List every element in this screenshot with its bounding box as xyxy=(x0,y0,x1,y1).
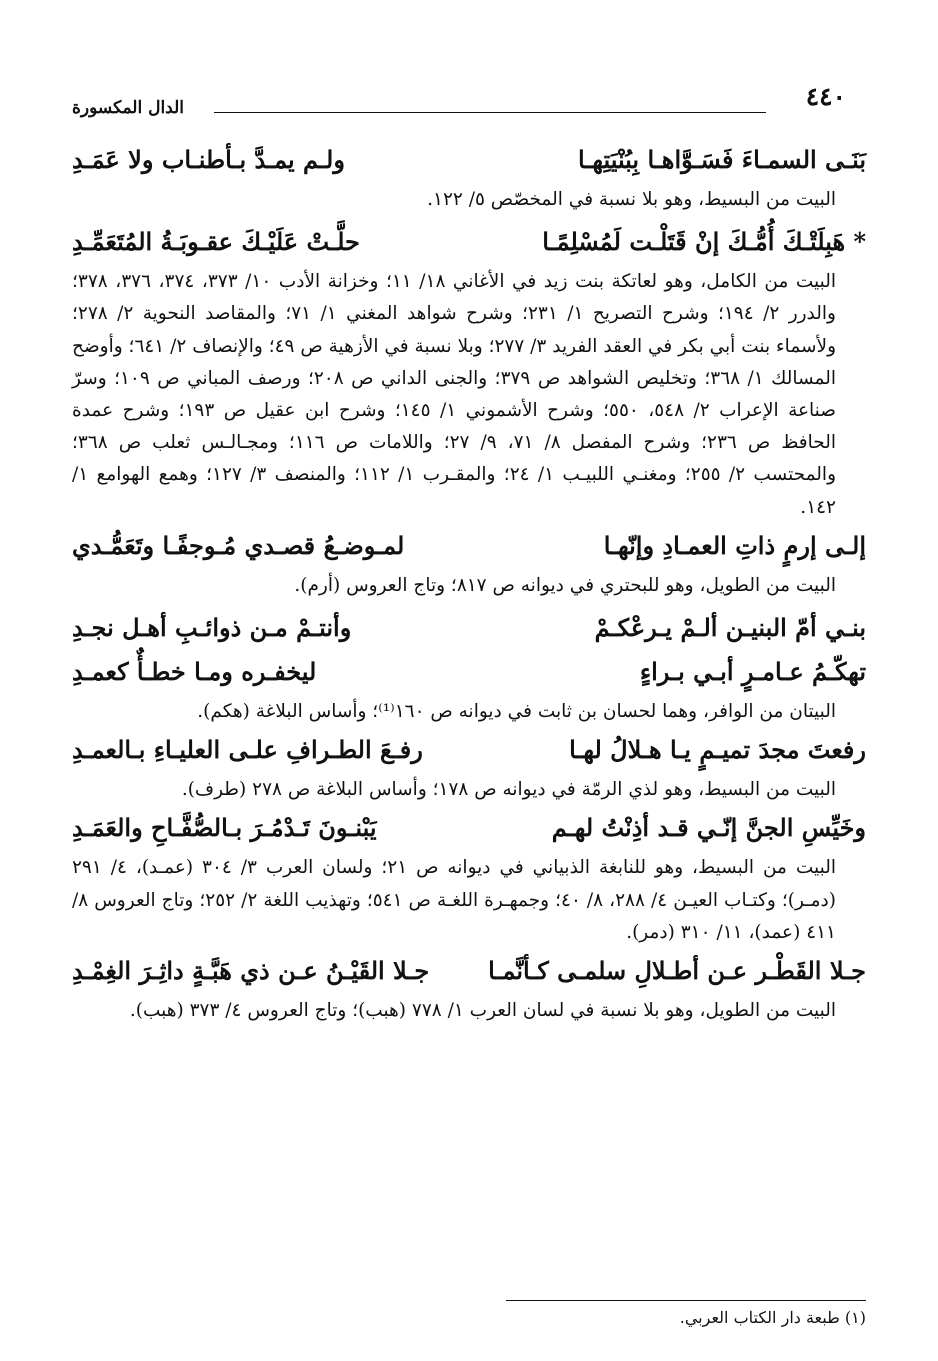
running-title: الدال المكسورة xyxy=(72,98,185,118)
verse-line xyxy=(72,808,866,852)
verse-first-hemistich: تهكّـمُ عـامـرٍ أبـي بـراءٍ xyxy=(639,657,866,687)
header-rule xyxy=(214,112,766,113)
verse-first-hemistich: إلـى إرمٍ ذاتِ العمـادِ وإنّهـا xyxy=(603,530,866,560)
verse-note: البيت من الكامل، وهو لعاتكة بنت زيد في الأغاني ١٨/ ١١؛ وخزانة الأدب ١٠/ ٣٧٣، ٣٧٤، ٣٧٦، ٣٧٨؛ والدرر ٢/ ١٩٤؛ وشرح التصريح ١/ ٢٣١؛ وشرح شواهد المغني ١/ ٧١؛ والمقاصد النحوية ٢/ ٢٧٨؛ ولأسماء بنت أبي بكر في العقد الفريد ٣/ ٢٧٧؛ وبلا نسبة في الأزهية ص ٤٩؛ والإنصاف ٢/ ٦٤١؛ وأوضح المسالك ١/ ٣٦٨؛ وتخليص الشواهد ص ٣٧٩؛ والجنى الداني ص ٢٠٨؛ ورصف المباني ص ١٠٩؛ وسرّ صناعة الإعراب ٢/ ٥٤٨، ٥٥٠؛ وشرح الأشموني ١/ ١٤٥؛ وشرح ابن عقيل ص ١٩٣؛ وشرح عمدة الحافظ ص ٢٣٦؛ وشرح المفصل ٨/ ٧١، ٩/ ٢٧؛ واللامات ص ١١٦؛ ومجـالـس ثعلب ص ٣٦٨؛ والمحتسب ٢/ ٢٥٥؛ ومغنـي اللبيـب ١/ ٢٤؛ والمقـرب ١/ ١١٢؛ والمنصف ٣/ ١٢٧؛ وهمع الهوامع ١/ ١٤٢. xyxy=(72,271,836,518)
verse-line xyxy=(72,608,866,652)
verse-note: البيت من البسيط، وهو لذي الرمّة في ديوانه ص ١٧٨؛ وأساس البلاغة ص ٢٧٨ (طرف). xyxy=(181,779,836,801)
verse-second-hemistich: رفـعَ الطـرافِ علـى العليـاءِ بـالعمـدِ xyxy=(72,735,423,765)
verse-line xyxy=(72,730,866,774)
verse-second-hemistich: لمـوضـعُ قصـدي مُـوجفًـا وتَعَمُّـدي xyxy=(72,530,405,560)
verse-note: البيت من الطويل، وهو للبحتري في ديوانه ص ٨١٧؛ وتاج العروس (أرم). xyxy=(294,574,836,596)
verse-first-hemistich: * هَبِلَتْـكَ أُمُّـكَ إنْ قَتَلْـت لَمُسْلِمًـا xyxy=(542,227,866,257)
verse-first-hemistich: وخَيِّسِ الجنَّ إنّـي قـد أذِنْتُ لهـم xyxy=(551,813,866,843)
verse-first-hemistich: بنـي أمّ البنيـن ألـمْ يـرعْكـمْ xyxy=(594,613,866,643)
verse-line xyxy=(72,222,866,266)
verse-first-hemistich: جـلا القَطْـر عـن أطـلالِ سلمـى كـأنَّمـا xyxy=(488,956,866,986)
page-number: ٤٤٠ xyxy=(805,82,846,111)
verse-line xyxy=(72,526,866,570)
verse-second-hemistich: حلَّـتْ عَلَيْـكَ عقـوبَـةُ المُتَعَمِّـدِ xyxy=(72,227,360,257)
footnote-rule xyxy=(506,1300,866,1301)
verse-line xyxy=(72,140,866,184)
verse-note: البيت من الطويل، وهو بلا نسبة في لسان العرب ١/ ٧٧٨ (هبب)؛ وتاج العروس ٤/ ٣٧٣ (هبب). xyxy=(129,1000,836,1022)
verse-line xyxy=(72,951,866,995)
verse-second-hemistich: ليخفـره ومـا خطـأٌ كعمـدِ xyxy=(72,657,317,687)
page-body xyxy=(72,140,866,1029)
verse-second-hemistich: يَبْنـونَ تَـدْمُـرَ بـالصُّفَّـاحِ والعَمَـدِ xyxy=(72,813,377,843)
verse-note: البيت من البسيط، وهو للنابغة الذبياني في ديوانه ص ٢١؛ ولسان العرب ٣/ ٣٠٤ (عمـد)، ٤/ ٢٩١ (دمـر)؛ وكتـاب العيـن ٤/ ٢٨٨، ٨/ ٤٠؛ وجمهـرة اللغـة ص ٥٤١؛ وتهذيب اللغة ٢/ ٢٥٢؛ وتاج العروس ٨/ ٤١١ (عمد)، ١١/ ٣١٠ (دمر). xyxy=(72,857,836,943)
verse-note: البيتان من الوافر، وهما لحسان بن ثابت في ديوانه ص ١٦٠⁽¹⁾؛ وأساس البلاغة (هكم). xyxy=(197,701,836,723)
verse-second-hemistich: ولـم يمـدَّ بـأطنـاب ولا عَمَـدِ xyxy=(72,145,345,174)
verse-first-hemistich: بَنَـى السمـاءَ فَسَـوَّاهـا بِبُنْيَتِهـا xyxy=(578,145,866,174)
verse-second-hemistich: وأنتـمْ مـن ذوائـبِ أهـل نجـدِ xyxy=(72,613,352,643)
verse-first-hemistich: رفعتَ مجدَ تميـمٍ يـا هـلالُ لهـا xyxy=(569,735,866,765)
verse-line xyxy=(72,652,866,696)
verse-note: البيت من البسيط، وهو بلا نسبة في المخصّص ٥/ ١٢٢. xyxy=(427,189,836,210)
verse-second-hemistich: جـلا القَيْـنُ عـن ذي هَبَّـةٍ داثِـرَ الغِمْـدِ xyxy=(72,956,430,986)
footnote: (١) طبعة دار الكتاب العربي. xyxy=(679,1308,866,1327)
page-header xyxy=(72,82,866,122)
